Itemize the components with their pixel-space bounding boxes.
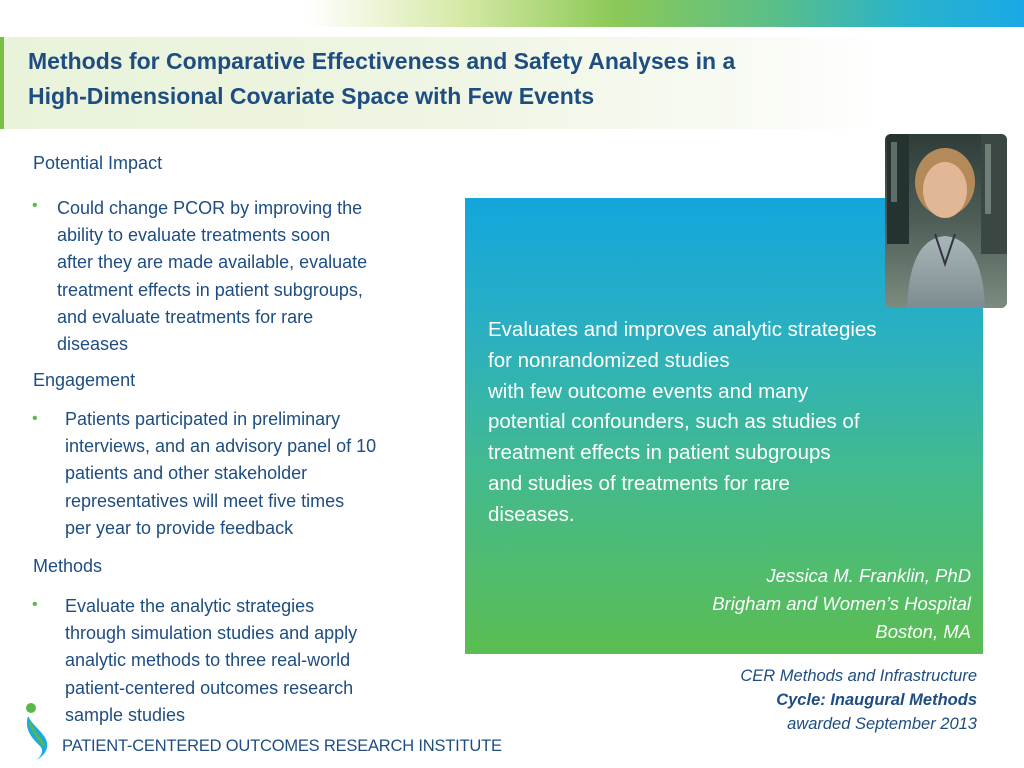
impact-heading: Potential Impact [33,153,163,173]
methods-bullet-text [65,593,445,729]
engagement-bullet-text [65,406,445,542]
feature-line: potential confounders, such as studies of [488,410,860,434]
engagement-line: representatives will meet five times [65,490,345,511]
feature-line: with few outcome events and many [488,379,809,403]
engagement-line: per year to provide feedback [65,517,294,538]
impact-bullet-text [57,195,437,358]
impact-line: diseases [57,334,129,355]
organization-name: PATIENT-CENTERED OUTCOMES RESEARCH INSTITUTE [62,737,502,755]
engagement-bullet-icon: • [32,410,38,427]
methods-line: analytic methods to three real-world [65,650,351,671]
principal-investigator [712,562,971,646]
impact-line: ability to evaluate treatments soon [57,225,331,246]
methods-heading: Methods [33,556,103,576]
cycle-name: Cycle: Inaugural Methods [776,691,977,709]
pi-location: Boston, MA [875,621,971,642]
feature-line: treatment effects in patient subgroups [488,441,831,465]
impact-line: treatment effects in patient subgroups, [57,279,363,300]
funding-cycle-info [740,664,977,736]
engagement-line: Patients participated in preliminary [65,409,341,429]
header-gradient-stripe [0,0,1024,27]
methods-line: through simulation studies and apply [65,623,358,644]
feature-line: Evaluates and improves analytic strategies [488,318,877,341]
impact-line: after they are made available, evaluate [57,252,368,273]
feature-description [488,315,958,531]
impact-line: Could change PCOR by improving the [57,198,363,218]
feature-line: and studies of treatments for rare [488,471,790,495]
methods-bullet-icon: • [32,596,38,613]
program-name: CER Methods and Infrastructure [740,667,977,685]
investigator-photo [885,134,1007,308]
pi-institution: Brigham and Women’s Hospital [712,593,971,614]
methods-line: patient-centered outcomes research [65,677,354,698]
engagement-heading: Engagement [33,370,136,390]
methods-line: Evaluate the analytic strategies [65,596,315,616]
pi-name: Jessica M. Franklin, PhD [766,565,971,586]
feature-line: for nonrandomized studies [488,348,730,372]
impact-line: and evaluate treatments for rare [57,306,314,327]
engagement-line: patients and other stakeholder [65,463,308,484]
methods-line: sample studies [65,704,186,725]
award-date: awarded September 2013 [787,715,977,733]
engagement-line: interviews, and an advisory panel of 10 [65,436,377,457]
page-title [28,44,848,114]
feature-line: diseases. [488,502,575,526]
page-title-line-2: High-Dimensional Covariate Space with Few Events [28,83,595,109]
page-title-line-1: Methods for Comparative Effectiveness and Safety Analyses in a [28,48,736,74]
portrait-image [885,134,1007,308]
pcori-logo-icon [24,702,54,760]
impact-bullet-icon: • [32,197,38,214]
